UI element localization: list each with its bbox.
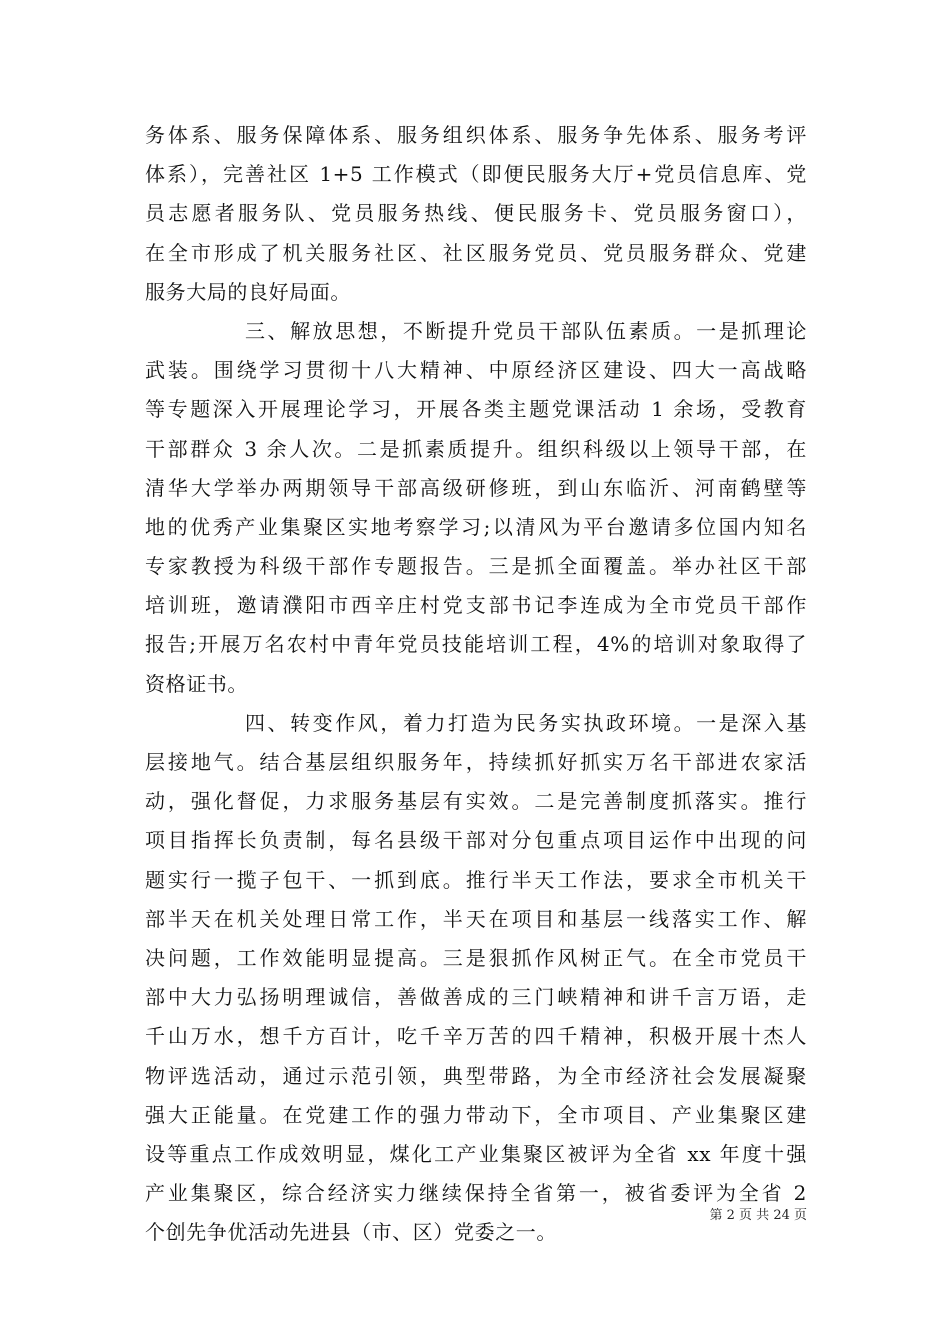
text-line: 物评选活动，通过示范引领，典型带路，为全市经济社会发展凝聚: [145, 1063, 807, 1088]
text-line: 专家教授为科级干部作专题报告。三是抓全面覆盖。举办社区干部: [145, 554, 807, 579]
text-line: 服务大局的良好局面。: [145, 279, 351, 304]
text-line: 题实行一揽子包干、一抓到底。推行半天工作法，要求全市机关干: [145, 867, 807, 892]
text-line: 动，强化督促，力求服务基层有实效。二是完善制度抓落实。推行: [145, 789, 807, 814]
text-line: 部中大力弘扬明理诚信，善做善成的三门峡精神和讲千言万语，走: [145, 985, 807, 1010]
text-line: 在全市形成了机关服务社区、社区服务党员、党员服务群众、党建: [145, 240, 807, 265]
text-line: 强大正能量。在党建工作的强力带动下，全市项目、产业集聚区建: [145, 1102, 807, 1127]
text-line: 部半天在机关处理日常工作，半天在项目和基层一线落实工作、解: [145, 906, 807, 931]
text-line: 决问题，工作效能明显提高。三是狠抓作风树正气。在全市党员干: [145, 945, 807, 970]
text-line: 员志愿者服务队、党员服务热线、便民服务卡、党员服务窗口），: [145, 201, 807, 226]
text-line: 干部群众 3 余人次。二是抓素质提升。组织科级以上领导干部，在: [145, 436, 807, 461]
text-line: 千山万水，想千方百计，吃千辛万苦的四千精神，积极开展十杰人: [145, 1024, 807, 1049]
text-line: 设等重点工作成效明显，煤化工产业集聚区被评为全省 xx 年度十强: [145, 1141, 807, 1166]
paragraph-container: [145, 116, 807, 1252]
text-line: 地的优秀产业集聚区实地考察学习;以清风为平台邀请多位国内知名: [145, 514, 807, 539]
paragraph-p3: [145, 704, 807, 1253]
document-body: [145, 116, 807, 1252]
text-line: 等专题深入开展理论学习，开展各类主题党课活动 1 余场，受教育: [145, 397, 807, 422]
text-line: 报告;开展万名农村中青年党员技能培训工程，4%的培训对象取得了: [145, 632, 807, 657]
text-line: 产业集聚区，综合经济实力继续保持全省第一，被省委评为全省 2: [145, 1181, 807, 1206]
text-line: 培训班，邀请濮阳市西辛庄村党支部书记李连成为全市党员干部作: [145, 593, 807, 618]
text-line: 体系），完善社区 1+5 工作模式（即便民服务大厅+党员信息库、党: [145, 162, 807, 187]
text-line: 武装。围绕学习贯彻十八大精神、中原经济区建设、四大一高战略: [145, 358, 807, 383]
text-line: 资格证书。: [145, 671, 248, 696]
text-line: 务体系、服务保障体系、服务组织体系、服务争先体系、服务考评: [145, 123, 807, 147]
page-number-footer: 第 2 页 共 24 页: [709, 1208, 807, 1223]
text-line: 三、解放思想，不断提升党员干部队伍素质。一是抓理论: [245, 318, 807, 343]
text-line: 个创先争优活动先进县（市、区）党委之一。: [145, 1220, 557, 1245]
paragraph-p1: [145, 116, 807, 312]
text-line: 四、转变作风，着力打造为民务实执政环境。一是深入基: [245, 710, 807, 735]
text-line: 清华大学举办两期领导干部高级研修班，到山东临沂、河南鹤壁等: [145, 475, 807, 500]
paragraph-p2: [145, 312, 807, 704]
text-line: 层接地气。结合基层组织服务年，持续抓好抓实万名干部进农家活: [145, 750, 807, 774]
text-line: 项目指挥长负责制，每名县级干部对分包重点项目运作中出现的问: [145, 828, 807, 853]
